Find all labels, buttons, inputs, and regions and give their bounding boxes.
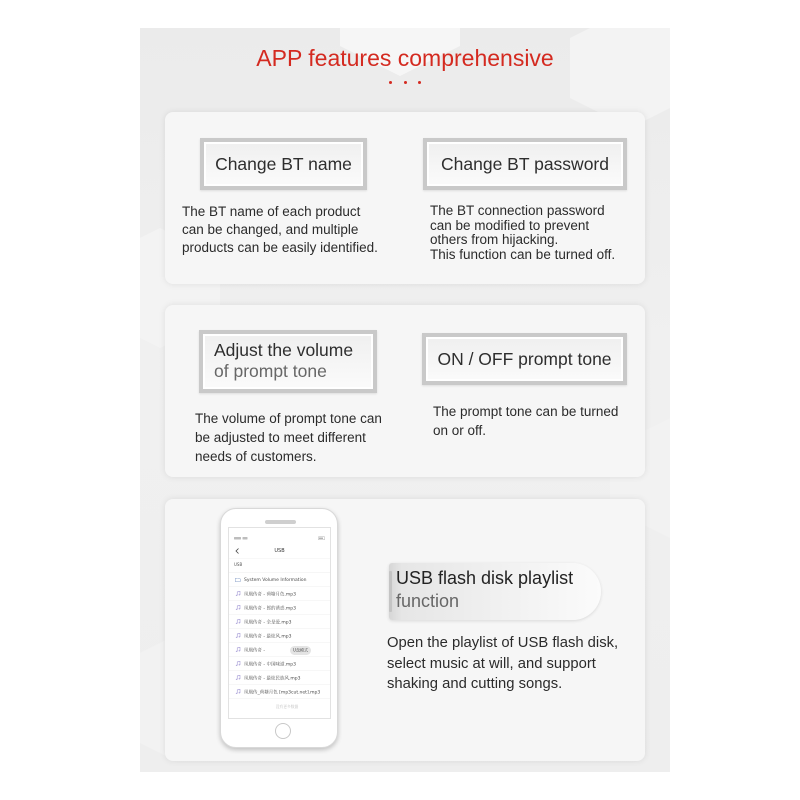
- description-line: The volume of prompt tone can: [195, 411, 382, 426]
- list-item-name: 凤凰传奇 - 最炫民族风.mp3: [244, 676, 301, 681]
- description-line: on or off.: [433, 423, 487, 438]
- feature-label-line: Adjust the volume: [214, 339, 354, 360]
- feature-label-line: USB flash disk playlist: [396, 568, 574, 588]
- list-item[interactable]: [229, 587, 330, 601]
- feature-description-on-off-prompt-tone: [433, 402, 618, 440]
- feature-label-text: Change BT password: [441, 153, 609, 174]
- description-line: products can be easily identified.: [182, 240, 378, 255]
- phone-home-button: [275, 723, 291, 739]
- description-line: needs of customers.: [195, 449, 317, 464]
- dot: [389, 81, 392, 84]
- feature-label-usb-playlist: [389, 563, 601, 620]
- feature-label-change-bt-name: [200, 138, 367, 190]
- wifi-icon: [243, 537, 248, 540]
- description-line: shaking and cutting songs.: [387, 676, 563, 692]
- phone-mockup: [220, 508, 338, 748]
- feature-description-usb-playlist: [387, 633, 618, 695]
- music-note-icon: [235, 619, 241, 625]
- description-line: can be changed, and multiple: [182, 222, 359, 237]
- feature-label-text: ON / OFF prompt tone: [437, 348, 612, 369]
- description-line: others from hijacking.: [430, 232, 559, 248]
- list-item-name: 凤凰传奇 - 中国味道.mp3: [244, 662, 297, 667]
- list-item-name: 凤凰传_荷塘月色 [mp3cut.net].mp3: [244, 690, 321, 695]
- description-line: select music at will, and support: [387, 655, 596, 672]
- list-item-name: 凤凰传奇 - 最炫风.mp3: [244, 634, 292, 639]
- list-item[interactable]: [229, 573, 330, 587]
- title-dots-decoration: [389, 81, 421, 85]
- music-note-icon: [235, 591, 241, 597]
- feature-label-line: of prompt tone: [214, 360, 327, 381]
- music-note-icon: [235, 675, 241, 681]
- feature-description-change-bt-password: [430, 204, 615, 263]
- list-item[interactable]: [229, 643, 330, 657]
- description-line: The prompt tone can be turned: [433, 404, 619, 419]
- list-item[interactable]: [229, 685, 330, 699]
- list-item-name: 凤凰传奇 - 全是爱.mp3: [244, 620, 292, 625]
- feature-label-adjust-prompt-volume: [199, 330, 377, 393]
- usb-connector-shape: [389, 571, 392, 612]
- description-line: Open the playlist of USB flash disk,: [387, 635, 619, 651]
- phone-screen: [229, 528, 330, 718]
- feature-description-change-bt-name: [182, 203, 378, 257]
- feature-label-text: Change BT name: [215, 153, 352, 174]
- list-item[interactable]: [229, 615, 330, 629]
- feature-label-change-bt-password: [423, 138, 627, 190]
- list-item[interactable]: [229, 657, 330, 671]
- music-note-icon: [235, 633, 241, 639]
- phone-speaker: [265, 520, 296, 524]
- description-line: This function can be turned off.: [430, 247, 616, 263]
- feature-label-line: function: [396, 591, 460, 611]
- dot: [404, 81, 407, 84]
- list-item-name: 凤凰传奇 - 郎的诱惑.mp3: [244, 606, 297, 611]
- usb-browser-screen: [229, 528, 330, 718]
- list-item[interactable]: [229, 601, 330, 615]
- description-line: can be modified to prevent: [430, 217, 590, 233]
- list-item-name: 凤凰传奇 - 荷塘月色.mp3: [244, 592, 297, 597]
- description-line: be adjusted to meet different: [195, 430, 366, 445]
- page-title: APP features comprehensive: [256, 45, 554, 71]
- music-note-icon: [235, 689, 241, 695]
- feature-description-adjust-prompt-volume: [195, 409, 382, 466]
- feature-label-on-off-prompt-tone: [422, 333, 627, 385]
- music-note-icon: [235, 661, 241, 667]
- list-item-name: System Volume Information: [244, 577, 307, 583]
- music-note-icon: [235, 647, 241, 653]
- folder-icon: [235, 577, 241, 583]
- battery-icon: [318, 537, 325, 541]
- no-more-data-footer: 没有更多数据: [275, 704, 299, 709]
- file-list: [229, 572, 330, 699]
- usb-mode-toast: U盘模式: [290, 646, 311, 655]
- screen-header: [229, 545, 330, 557]
- description-line: The BT connection password: [430, 203, 605, 218]
- signal-icon: [234, 537, 241, 540]
- music-note-icon: [235, 605, 241, 611]
- chevron-left-icon[interactable]: [235, 548, 240, 554]
- status-bar: [229, 536, 330, 541]
- list-item[interactable]: [229, 671, 330, 685]
- dot: [418, 81, 421, 84]
- header-divider: [229, 558, 330, 559]
- list-item[interactable]: [229, 629, 330, 643]
- description-line: The BT name of each product: [182, 204, 361, 219]
- screen-title: USB: [274, 548, 285, 554]
- breadcrumb: USB: [234, 562, 243, 567]
- list-item-name: 凤凰传奇 -: [244, 648, 266, 653]
